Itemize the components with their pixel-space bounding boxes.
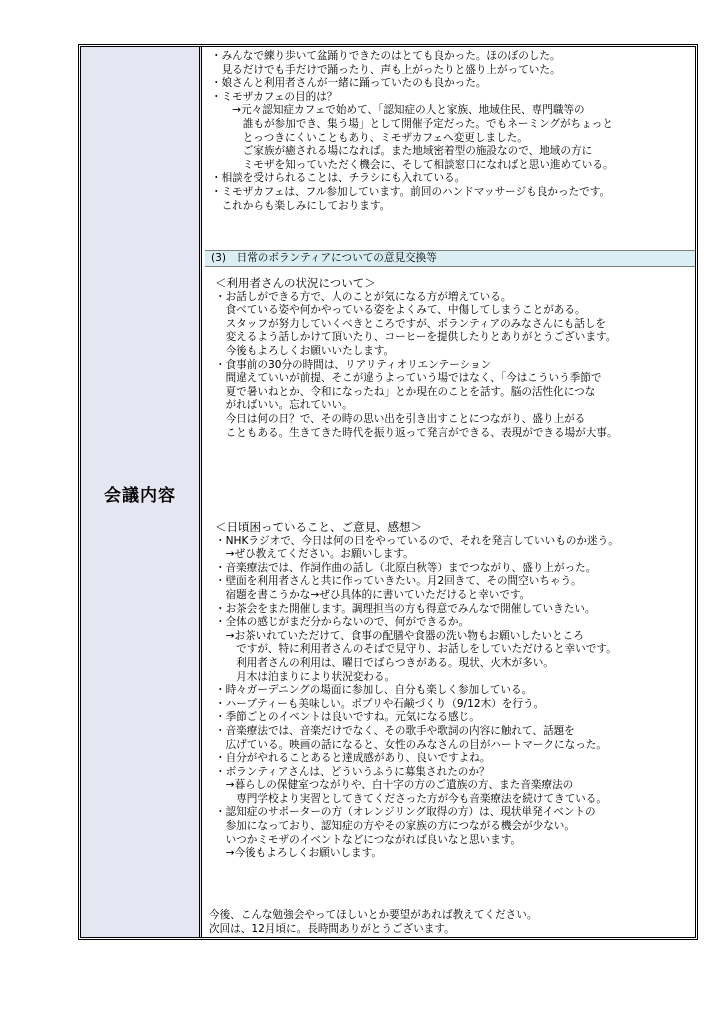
concerns-line: ・ボランティアさんは、どういうふうに募集されたのか？	[215, 765, 490, 778]
concerns-line: ・ハーブティーも美味しい。ポプリや石鹸づくり（9/12木）を行う。	[215, 697, 545, 710]
concerns-block	[215, 521, 619, 861]
closing-line: 次回は、12月頃に。長時間ありがとうございます。	[209, 922, 455, 935]
status-line: ・お話しができる方で、人のことが気になる方が増えている。	[215, 290, 512, 303]
status-block	[215, 277, 618, 440]
meeting-content-label: 会議内容	[104, 486, 176, 506]
intro-line: ・ミモザカフェの目的は？	[211, 90, 338, 103]
closing-line: 今後、こんな勉強会やってほしいとか要望があれば教えてください。	[209, 909, 538, 921]
concerns-line: ・壁面を利用者さんと共に作っていきたい。月2回きて、その間空いちゃう。	[215, 575, 582, 588]
concerns-line: 宿題を書こうかな→ぜひ具体的に書いていただけると幸いです。	[215, 588, 531, 601]
intro-line: 見るだけでも手だけで踊ったり、声も上がったりと盛り上がっていた。	[211, 63, 561, 76]
concerns-line: 専門学校より実習としてきてくださった方が今も音楽療法を続けてきている。	[215, 792, 607, 805]
concerns-line: 月木は泊まりにより状況変わる。	[215, 670, 396, 683]
concerns-line: ・全体の感じがまだ分からないので、何ができるか。	[215, 616, 470, 629]
status-line: 食べている姿や何かやっている姿をよくみて、中傷してしまうことがある。	[215, 304, 586, 317]
intro-line: →元々認知症カフェで始めて、「認知症の人と家族、地域住民、専門職等の	[211, 104, 585, 117]
concerns-line: ・認知症のサポーターの方（オレンジリング取得の方）は、現状単発イベントの	[215, 806, 596, 819]
intro-line: ・みんなで練り歩いて盆踊りできたのはとても良かった。ほのぼのした。	[211, 50, 561, 62]
concerns-line: →今後もよろしくお願いします。	[215, 847, 382, 860]
concerns-line: ・時々ガーデニングの場面に参加し、自分も楽しく参加している。	[215, 684, 533, 697]
status-line: 変えるよう話しかけて頂いたり、コーヒーを提供したりとありがとうございます。	[215, 331, 617, 344]
minutes-table	[78, 44, 698, 940]
label-cell	[81, 47, 202, 937]
concerns-line: 利用者さんの利用は、曜日でばらつきがある。現状、火木が多い。	[215, 656, 554, 669]
concerns-line: ・音楽療法では、作詞作曲の話し（北原白秋等）までつながり、盛り上がった。	[215, 561, 597, 574]
intro-line: ご家族が癒される場になれば。また地域密着型の施設なので、地域の方に	[211, 145, 593, 158]
intro-line: これからも楽しみにしております。	[211, 199, 391, 212]
intro-block	[211, 50, 614, 213]
intro-line: ・ミモザカフェは、フル参加しています。前回のハンドマッサージも良かったです。	[211, 185, 611, 198]
concerns-line: ・音楽療法では、音楽だけでなく、その歌手や歌詞の内容に触れて、話題を	[215, 724, 575, 737]
closing-block	[209, 909, 537, 936]
status-line: ・食事前の30分の時間は、リアリティオリエンテーション	[215, 358, 492, 371]
concerns-line: →ぜひ教えてください。お願いします。	[215, 548, 414, 561]
concerns-line: 広げている。映画の話になると、女性のみなさんの目がハートマークになった。	[215, 738, 607, 751]
status-line: 夏で暑いねとか、令和になったね」とか現在のことを話す。脳の活性化につな	[215, 385, 596, 398]
concerns-line: →暮らしの保健室つながりや、白十字の方のご遺族の方、また音楽療法の	[215, 779, 574, 792]
intro-line: ・娘さんと利用者さんが一緒に踊っていたのも良かった。	[211, 77, 487, 90]
intro-line: ・相談を受けられることは、チラシにも入れている。	[211, 172, 466, 185]
concerns-line: ・お茶会をまた開催します。調理担当の方も得意でみんなで開催していきたい。	[215, 602, 596, 615]
concerns-line: ・NHKラジオで、今日は何の日をやっているので、それを発言していいものか迷う。	[215, 534, 619, 547]
content-cell	[205, 47, 695, 937]
concerns-line: ・自分がやれることあると達成感があり、良いですよね。	[215, 752, 491, 765]
concerns-line: いつかミモザのイベントなどにつながれば良いなと思います。	[215, 833, 522, 846]
status-heading: ＜利用者さんの状況について＞	[215, 276, 376, 290]
intro-line: 誰もが参加でき、集う場」として開催予定だった。でもネーミングがちょっと	[211, 117, 613, 130]
concerns-heading: ＜日頃困っていること、ご意見、感想＞	[215, 520, 422, 534]
concerns-line: →お茶いれていただけて、食事の配膳や食器の洗い物もお願いしたいところ	[215, 629, 584, 642]
status-line: 間違えていいが前提、そこが違うよっていう場ではなく、「今はこういう季節で	[215, 372, 602, 385]
status-line: 今後もよろしくお願いいたします。	[215, 344, 395, 357]
concerns-line: 参加になっており、認知症の方やその家族の方につながる機会が少ない。	[215, 820, 575, 833]
concerns-line: ですが、特に利用者さんのそばで見守り、お話しをしていただけると幸いです。	[215, 643, 617, 656]
status-line: がればいい。忘れていい。	[215, 399, 353, 412]
status-line: スタッフが努力していくべきところですが、ボランティアのみなさんにも話しを	[215, 317, 607, 330]
concerns-line: ・季節ごとのイベントは良いですね。元気になる感じ。	[215, 711, 480, 724]
intro-line: とっつきにくいこともあり、ミモザカフェへ変更しました。	[211, 131, 528, 144]
status-line: こともある。生きてきた時代を振り返って発言ができる、表現ができる場が大事。	[215, 426, 618, 439]
section-heading: (3) 日常のボランティアについての意見交換等	[205, 250, 695, 267]
status-line: 今日は何の日？で、その時の思い出を引き出すことにつながり、盛り上がる	[215, 412, 586, 425]
intro-line: ミモザを知っていただく機会に、そして相談窓口になればと思い進めている。	[211, 158, 614, 171]
